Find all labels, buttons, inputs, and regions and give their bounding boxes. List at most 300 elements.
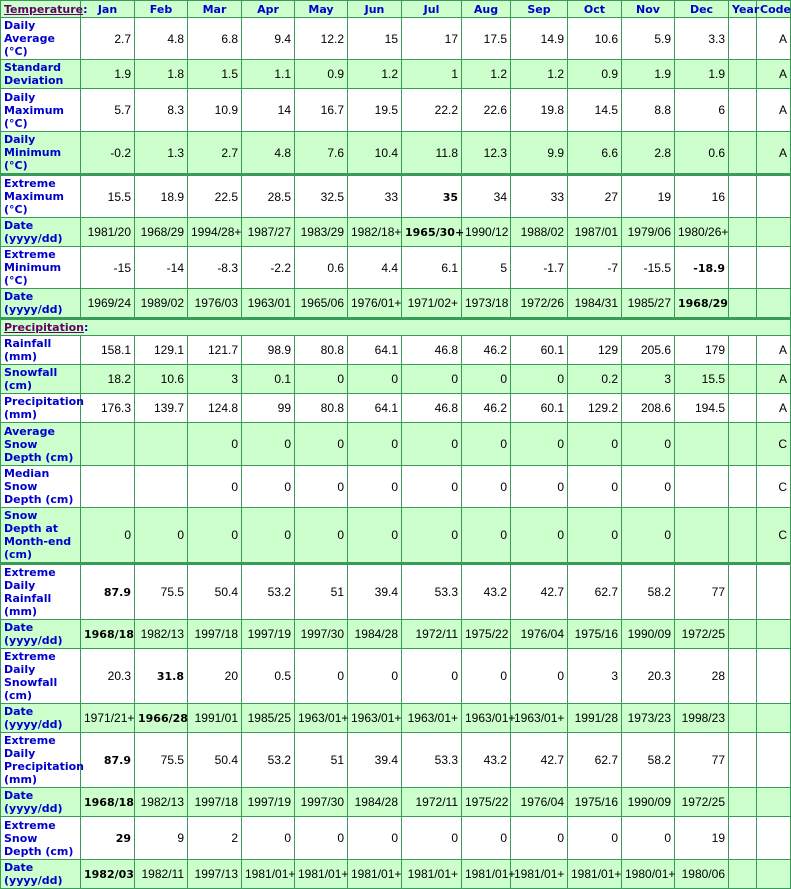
cell-code: A <box>757 89 791 132</box>
cell-may: 1981/01+ <box>295 860 348 889</box>
bold-value: 31.8 <box>156 670 184 683</box>
cell-apr: 0 <box>242 508 295 564</box>
cell-apr: 0 <box>242 817 295 860</box>
cell-jul: 1963/01+ <box>402 704 462 733</box>
cell-feb: 75.5 <box>135 564 188 620</box>
cell-apr: 1985/25 <box>242 704 295 733</box>
bold-value: 1968/18 <box>84 628 134 641</box>
cell-may: 1963/01+ <box>295 704 348 733</box>
row-label: Standard Deviation <box>1 60 81 89</box>
cell-may: 1997/30 <box>295 620 348 649</box>
cell-mar: 2.7 <box>188 132 242 175</box>
cell-jul: 0 <box>402 817 462 860</box>
cell-mar: 20 <box>188 649 242 704</box>
cell-jun: 4.4 <box>348 247 402 289</box>
cell-may: 51 <box>295 564 348 620</box>
cell-may: 0 <box>295 365 348 394</box>
cell-year <box>729 218 757 247</box>
cell-feb <box>135 649 188 704</box>
cell-oct: 0 <box>568 508 622 564</box>
cell-nov: 58.2 <box>622 564 675 620</box>
cell-year <box>729 817 757 860</box>
cell-feb: 1.8 <box>135 60 188 89</box>
cell-mar: -8.3 <box>188 247 242 289</box>
cell-sep: 0 <box>511 508 568 564</box>
cell-dec <box>675 508 729 564</box>
cell-mar: 2 <box>188 817 242 860</box>
cell-code <box>757 175 791 218</box>
cell-aug: 1.2 <box>462 60 511 89</box>
cell-sep: 0 <box>511 649 568 704</box>
cell-dec <box>675 289 729 319</box>
cell-code: A <box>757 132 791 175</box>
row-label: Date (yyyy/dd) <box>1 860 81 889</box>
cell-apr: 4.8 <box>242 132 295 175</box>
cell-apr: 98.9 <box>242 336 295 365</box>
row-label: Daily Minimum (°C) <box>1 132 81 175</box>
cell-code: C <box>757 423 791 466</box>
table-row <box>1 365 791 394</box>
cell-aug: 1975/22 <box>462 620 511 649</box>
table-row <box>1 218 791 247</box>
row-label: Precipitation (mm) <box>1 394 81 423</box>
cell-jun: 0 <box>348 508 402 564</box>
cell-sep: 33 <box>511 175 568 218</box>
cell-year <box>729 247 757 289</box>
cell-code <box>757 620 791 649</box>
temperature-link[interactable]: Temperature <box>4 2 84 16</box>
cell-apr: 0 <box>242 423 295 466</box>
cell-sep: 0 <box>511 817 568 860</box>
cell-sep: 0 <box>511 365 568 394</box>
cell-dec: 6 <box>675 89 729 132</box>
cell-jul <box>402 218 465 247</box>
cell-year <box>729 89 757 132</box>
cell-jul: 46.8 <box>402 336 462 365</box>
cell-code <box>757 860 791 889</box>
cell-year <box>729 733 757 788</box>
bold-value: -18.9 <box>693 261 725 275</box>
cell-year <box>729 289 757 319</box>
table-row <box>1 89 791 132</box>
cell-mar: 50.4 <box>188 733 242 788</box>
cell-dec: 16 <box>675 175 729 218</box>
row-label: Date (yyyy/dd) <box>1 704 81 733</box>
cell-dec <box>675 466 729 508</box>
cell-jan: 1981/20 <box>81 218 135 247</box>
cell-apr: 1997/19 <box>242 620 295 649</box>
cell-may: 0 <box>295 423 348 466</box>
cell-oct: 129.2 <box>568 394 622 423</box>
cell-nov: 1990/09 <box>622 788 675 817</box>
cell-feb: 1989/02 <box>135 289 188 319</box>
cell-jan: 158.1 <box>81 336 135 365</box>
cell-jun: 64.1 <box>348 394 402 423</box>
row-label: Daily Maximum (°C) <box>1 89 81 132</box>
cell-jun: 0 <box>348 423 402 466</box>
cell-jan <box>81 733 135 788</box>
cell-year <box>729 704 757 733</box>
table-row <box>1 620 791 649</box>
cell-code: A <box>757 18 791 60</box>
cell-nov: 20.3 <box>622 649 675 704</box>
table-row <box>1 247 791 289</box>
cell-nov: 0 <box>622 508 675 564</box>
cell-nov: 5.9 <box>622 18 675 60</box>
cell-year <box>729 620 757 649</box>
cell-feb: 129.1 <box>135 336 188 365</box>
cell-feb <box>135 704 188 733</box>
cell-may: 1983/29 <box>295 218 348 247</box>
cell-jan <box>81 788 135 817</box>
cell-nov: 1980/01+ <box>622 860 675 889</box>
cell-dec: 15.5 <box>675 365 729 394</box>
cell-apr: 53.2 <box>242 733 295 788</box>
cell-jun: 39.4 <box>348 733 402 788</box>
cell-feb: 1982/13 <box>135 620 188 649</box>
precipitation-link[interactable]: Precipitation <box>4 321 84 334</box>
cell-nov: 0 <box>622 817 675 860</box>
cell-dec: 179 <box>675 336 729 365</box>
cell-sep: 1.2 <box>511 60 568 89</box>
cell-aug: 0 <box>462 423 511 466</box>
cell-nov: 1990/09 <box>622 620 675 649</box>
cell-apr: 53.2 <box>242 564 295 620</box>
cell-dec: 1998/23 <box>675 704 729 733</box>
cell-apr: 9.4 <box>242 18 295 60</box>
column-header-oct: Oct <box>568 1 622 18</box>
cell-sep: 9.9 <box>511 132 568 175</box>
cell-code <box>757 564 791 620</box>
cell-jan: 15.5 <box>81 175 135 218</box>
cell-mar: 6.8 <box>188 18 242 60</box>
cell-apr: 1981/01+ <box>242 860 295 889</box>
cell-aug: 46.2 <box>462 394 511 423</box>
cell-jan: 1969/24 <box>81 289 135 319</box>
cell-jun: 1976/01+ <box>348 289 402 319</box>
cell-jul: 1972/11 <box>402 788 462 817</box>
colon: : <box>83 2 88 16</box>
table-row <box>1 394 791 423</box>
column-header-jul: Jul <box>402 1 462 18</box>
cell-sep: 14.9 <box>511 18 568 60</box>
cell-oct: 1991/28 <box>568 704 622 733</box>
cell-year <box>729 423 757 466</box>
cell-sep: 0 <box>511 466 568 508</box>
cell-code <box>757 247 791 289</box>
cell-sep: 42.7 <box>511 564 568 620</box>
cell-may: 32.5 <box>295 175 348 218</box>
cell-jan: 176.3 <box>81 394 135 423</box>
cell-dec: 3.3 <box>675 18 729 60</box>
cell-dec: 0.6 <box>675 132 729 175</box>
cell-jul: 0 <box>402 649 462 704</box>
cell-aug: 34 <box>462 175 511 218</box>
cell-aug: 0 <box>462 508 511 564</box>
cell-may: 1997/30 <box>295 788 348 817</box>
cell-jul: 53.3 <box>402 733 462 788</box>
cell-jan: 2.7 <box>81 18 135 60</box>
table-row <box>1 860 791 889</box>
cell-aug: 1973/18 <box>462 289 511 319</box>
cell-jun: 10.4 <box>348 132 402 175</box>
row-label: Extreme Maximum (°C) <box>1 175 81 218</box>
cell-jan: 1.9 <box>81 60 135 89</box>
row-label: Extreme Snow Depth (cm) <box>1 817 81 860</box>
header-row <box>1 1 791 18</box>
section-row-precipitation <box>1 319 791 336</box>
cell-sep: 60.1 <box>511 394 568 423</box>
table-row <box>1 175 791 218</box>
cell-jan: 18.2 <box>81 365 135 394</box>
table-row <box>1 704 791 733</box>
section-header-precipitation <box>1 319 791 336</box>
table-row <box>1 564 791 620</box>
row-label: Date (yyyy/dd) <box>1 788 81 817</box>
row-label: Snow Depth at Month-end (cm) <box>1 508 81 564</box>
cell-nov: 1985/27 <box>622 289 675 319</box>
row-label: Average Snow Depth (cm) <box>1 423 81 466</box>
cell-may: 0 <box>295 508 348 564</box>
cell-sep: 60.1 <box>511 336 568 365</box>
cell-sep: 1981/01+ <box>511 860 568 889</box>
table-row <box>1 423 791 466</box>
column-header-feb: Feb <box>135 1 188 18</box>
cell-mar: 1997/18 <box>188 620 242 649</box>
cell-apr: 0.5 <box>242 649 295 704</box>
cell-may: 7.6 <box>295 132 348 175</box>
cell-aug: 0 <box>462 365 511 394</box>
cell-may: 0 <box>295 817 348 860</box>
cell-sep: 1976/04 <box>511 620 568 649</box>
cell-year <box>729 60 757 89</box>
colon: : <box>83 321 89 334</box>
cell-apr: 14 <box>242 89 295 132</box>
cell-aug: 22.6 <box>462 89 511 132</box>
cell-year <box>729 336 757 365</box>
cell-year <box>729 564 757 620</box>
row-label: Extreme Daily Snowfall (cm) <box>1 649 81 704</box>
cell-year <box>729 394 757 423</box>
cell-nov: 208.6 <box>622 394 675 423</box>
cell-oct: 6.6 <box>568 132 622 175</box>
table-row <box>1 817 791 860</box>
cell-apr: 1.1 <box>242 60 295 89</box>
cell-jul: 1972/11 <box>402 620 462 649</box>
bold-value: 1968/18 <box>84 796 134 809</box>
cell-dec: 19 <box>675 817 729 860</box>
column-header-code: Code <box>757 1 791 18</box>
cell-jan: 0 <box>81 508 135 564</box>
cell-jul: 11.8 <box>402 132 462 175</box>
cell-apr: 99 <box>242 394 295 423</box>
cell-dec: 28 <box>675 649 729 704</box>
table-row <box>1 18 791 60</box>
cell-apr: -2.2 <box>242 247 295 289</box>
cell-jul: 0 <box>402 508 462 564</box>
cell-dec: 1980/26+ <box>675 218 729 247</box>
cell-jul: 1971/02+ <box>402 289 462 319</box>
cell-dec: 77 <box>675 564 729 620</box>
cell-jan: 5.7 <box>81 89 135 132</box>
cell-dec <box>675 423 729 466</box>
cell-mar: 3 <box>188 365 242 394</box>
row-label: Median Snow Depth (cm) <box>1 466 81 508</box>
cell-apr: 0 <box>242 466 295 508</box>
cell-oct: 0 <box>568 423 622 466</box>
cell-jan <box>81 564 135 620</box>
column-header-aug: Aug <box>462 1 511 18</box>
cell-aug: 43.2 <box>462 564 511 620</box>
cell-aug: 0 <box>462 649 511 704</box>
cell-oct: 0 <box>568 466 622 508</box>
cell-jan: -15 <box>81 247 135 289</box>
cell-code <box>757 289 791 319</box>
table-row <box>1 466 791 508</box>
cell-jul: 0 <box>402 423 462 466</box>
cell-feb: 8.3 <box>135 89 188 132</box>
cell-jun: 1.2 <box>348 60 402 89</box>
cell-jun: 0 <box>348 466 402 508</box>
row-label: Extreme Daily Rainfall (mm) <box>1 564 81 620</box>
cell-jan: 20.3 <box>81 649 135 704</box>
cell-dec: 1972/25 <box>675 788 729 817</box>
cell-jul: 17 <box>402 18 462 60</box>
table-row <box>1 132 791 175</box>
cell-sep: 1988/02 <box>511 218 568 247</box>
cell-nov: 2.8 <box>622 132 675 175</box>
cell-year <box>729 18 757 60</box>
cell-aug: 1963/01+ <box>462 704 511 733</box>
cell-nov: 205.6 <box>622 336 675 365</box>
row-label: Date (yyyy/dd) <box>1 289 81 319</box>
cell-code: C <box>757 466 791 508</box>
cell-may: 0.6 <box>295 247 348 289</box>
cell-may: 0 <box>295 649 348 704</box>
cell-mar: 1976/03 <box>188 289 242 319</box>
bold-value: 1982/03 <box>84 868 134 881</box>
cell-may: 80.8 <box>295 394 348 423</box>
cell-aug: 0 <box>462 817 511 860</box>
cell-feb: -14 <box>135 247 188 289</box>
row-label: Snowfall (cm) <box>1 365 81 394</box>
cell-may: 51 <box>295 733 348 788</box>
cell-dec: 1980/06 <box>675 860 729 889</box>
cell-sep: 1972/26 <box>511 289 568 319</box>
cell-oct: 1984/31 <box>568 289 622 319</box>
column-header-mar: Mar <box>188 1 242 18</box>
cell-year <box>729 788 757 817</box>
cell-year <box>729 508 757 564</box>
row-label: Rainfall (mm) <box>1 336 81 365</box>
cell-code: A <box>757 365 791 394</box>
cell-apr: 1987/27 <box>242 218 295 247</box>
cell-oct: 1975/16 <box>568 788 622 817</box>
cell-apr: 28.5 <box>242 175 295 218</box>
cell-feb: 4.8 <box>135 18 188 60</box>
bold-value: 35 <box>442 190 458 204</box>
cell-mar: 1997/18 <box>188 788 242 817</box>
cell-mar: 0 <box>188 466 242 508</box>
cell-feb: 1982/13 <box>135 788 188 817</box>
cell-jul <box>402 175 462 218</box>
cell-jun: 0 <box>348 649 402 704</box>
cell-aug: 12.3 <box>462 132 511 175</box>
row-label: Daily Average (°C) <box>1 18 81 60</box>
column-header-dec: Dec <box>675 1 729 18</box>
cell-sep: 42.7 <box>511 733 568 788</box>
cell-mar: 0 <box>188 423 242 466</box>
cell-aug: 1975/22 <box>462 788 511 817</box>
cell-jul: 53.3 <box>402 564 462 620</box>
cell-jan <box>81 423 135 466</box>
cell-code: C <box>757 508 791 564</box>
cell-feb: 139.7 <box>135 394 188 423</box>
table-row <box>1 788 791 817</box>
column-header-nov: Nov <box>622 1 675 18</box>
table-row <box>1 60 791 89</box>
cell-oct: 1987/01 <box>568 218 622 247</box>
cell-jan: 1971/21+ <box>81 704 135 733</box>
cell-mar: 0 <box>188 508 242 564</box>
cell-jun: 64.1 <box>348 336 402 365</box>
cell-mar: 50.4 <box>188 564 242 620</box>
cell-jul: 46.8 <box>402 394 462 423</box>
table-row <box>1 289 791 319</box>
cell-oct: 14.5 <box>568 89 622 132</box>
cell-feb: 0 <box>135 508 188 564</box>
cell-nov: 8.8 <box>622 89 675 132</box>
cell-jun: 19.5 <box>348 89 402 132</box>
cell-nov: 19 <box>622 175 675 218</box>
cell-jun: 1963/01+ <box>348 704 402 733</box>
bold-value: 29 <box>115 832 131 845</box>
cell-mar: 10.9 <box>188 89 242 132</box>
cell-mar: 1991/01 <box>188 704 242 733</box>
cell-code <box>757 649 791 704</box>
cell-sep: 19.8 <box>511 89 568 132</box>
cell-feb: 1968/29 <box>135 218 188 247</box>
column-header-year: Year <box>729 1 757 18</box>
cell-may: 16.7 <box>295 89 348 132</box>
cell-jun: 1984/28 <box>348 788 402 817</box>
cell-nov: 1.9 <box>622 60 675 89</box>
cell-year <box>729 860 757 889</box>
cell-year <box>729 649 757 704</box>
cell-jun: 0 <box>348 365 402 394</box>
cell-oct: 10.6 <box>568 18 622 60</box>
cell-jan <box>81 620 135 649</box>
cell-oct: 0 <box>568 817 622 860</box>
cell-feb: 75.5 <box>135 733 188 788</box>
cell-mar: 1994/28+ <box>188 218 242 247</box>
cell-dec: 194.5 <box>675 394 729 423</box>
cell-year <box>729 132 757 175</box>
cell-nov: 0 <box>622 466 675 508</box>
cell-year <box>729 466 757 508</box>
table-row <box>1 508 791 564</box>
cell-jan <box>81 817 135 860</box>
cell-code: A <box>757 336 791 365</box>
cell-aug: 0 <box>462 466 511 508</box>
cell-oct: 27 <box>568 175 622 218</box>
column-header-jan: Jan <box>81 1 135 18</box>
cell-code <box>757 733 791 788</box>
column-header-may: May <box>295 1 348 18</box>
cell-mar: 124.8 <box>188 394 242 423</box>
cell-dec: 1972/25 <box>675 620 729 649</box>
row-label: Date (yyyy/dd) <box>1 218 81 247</box>
